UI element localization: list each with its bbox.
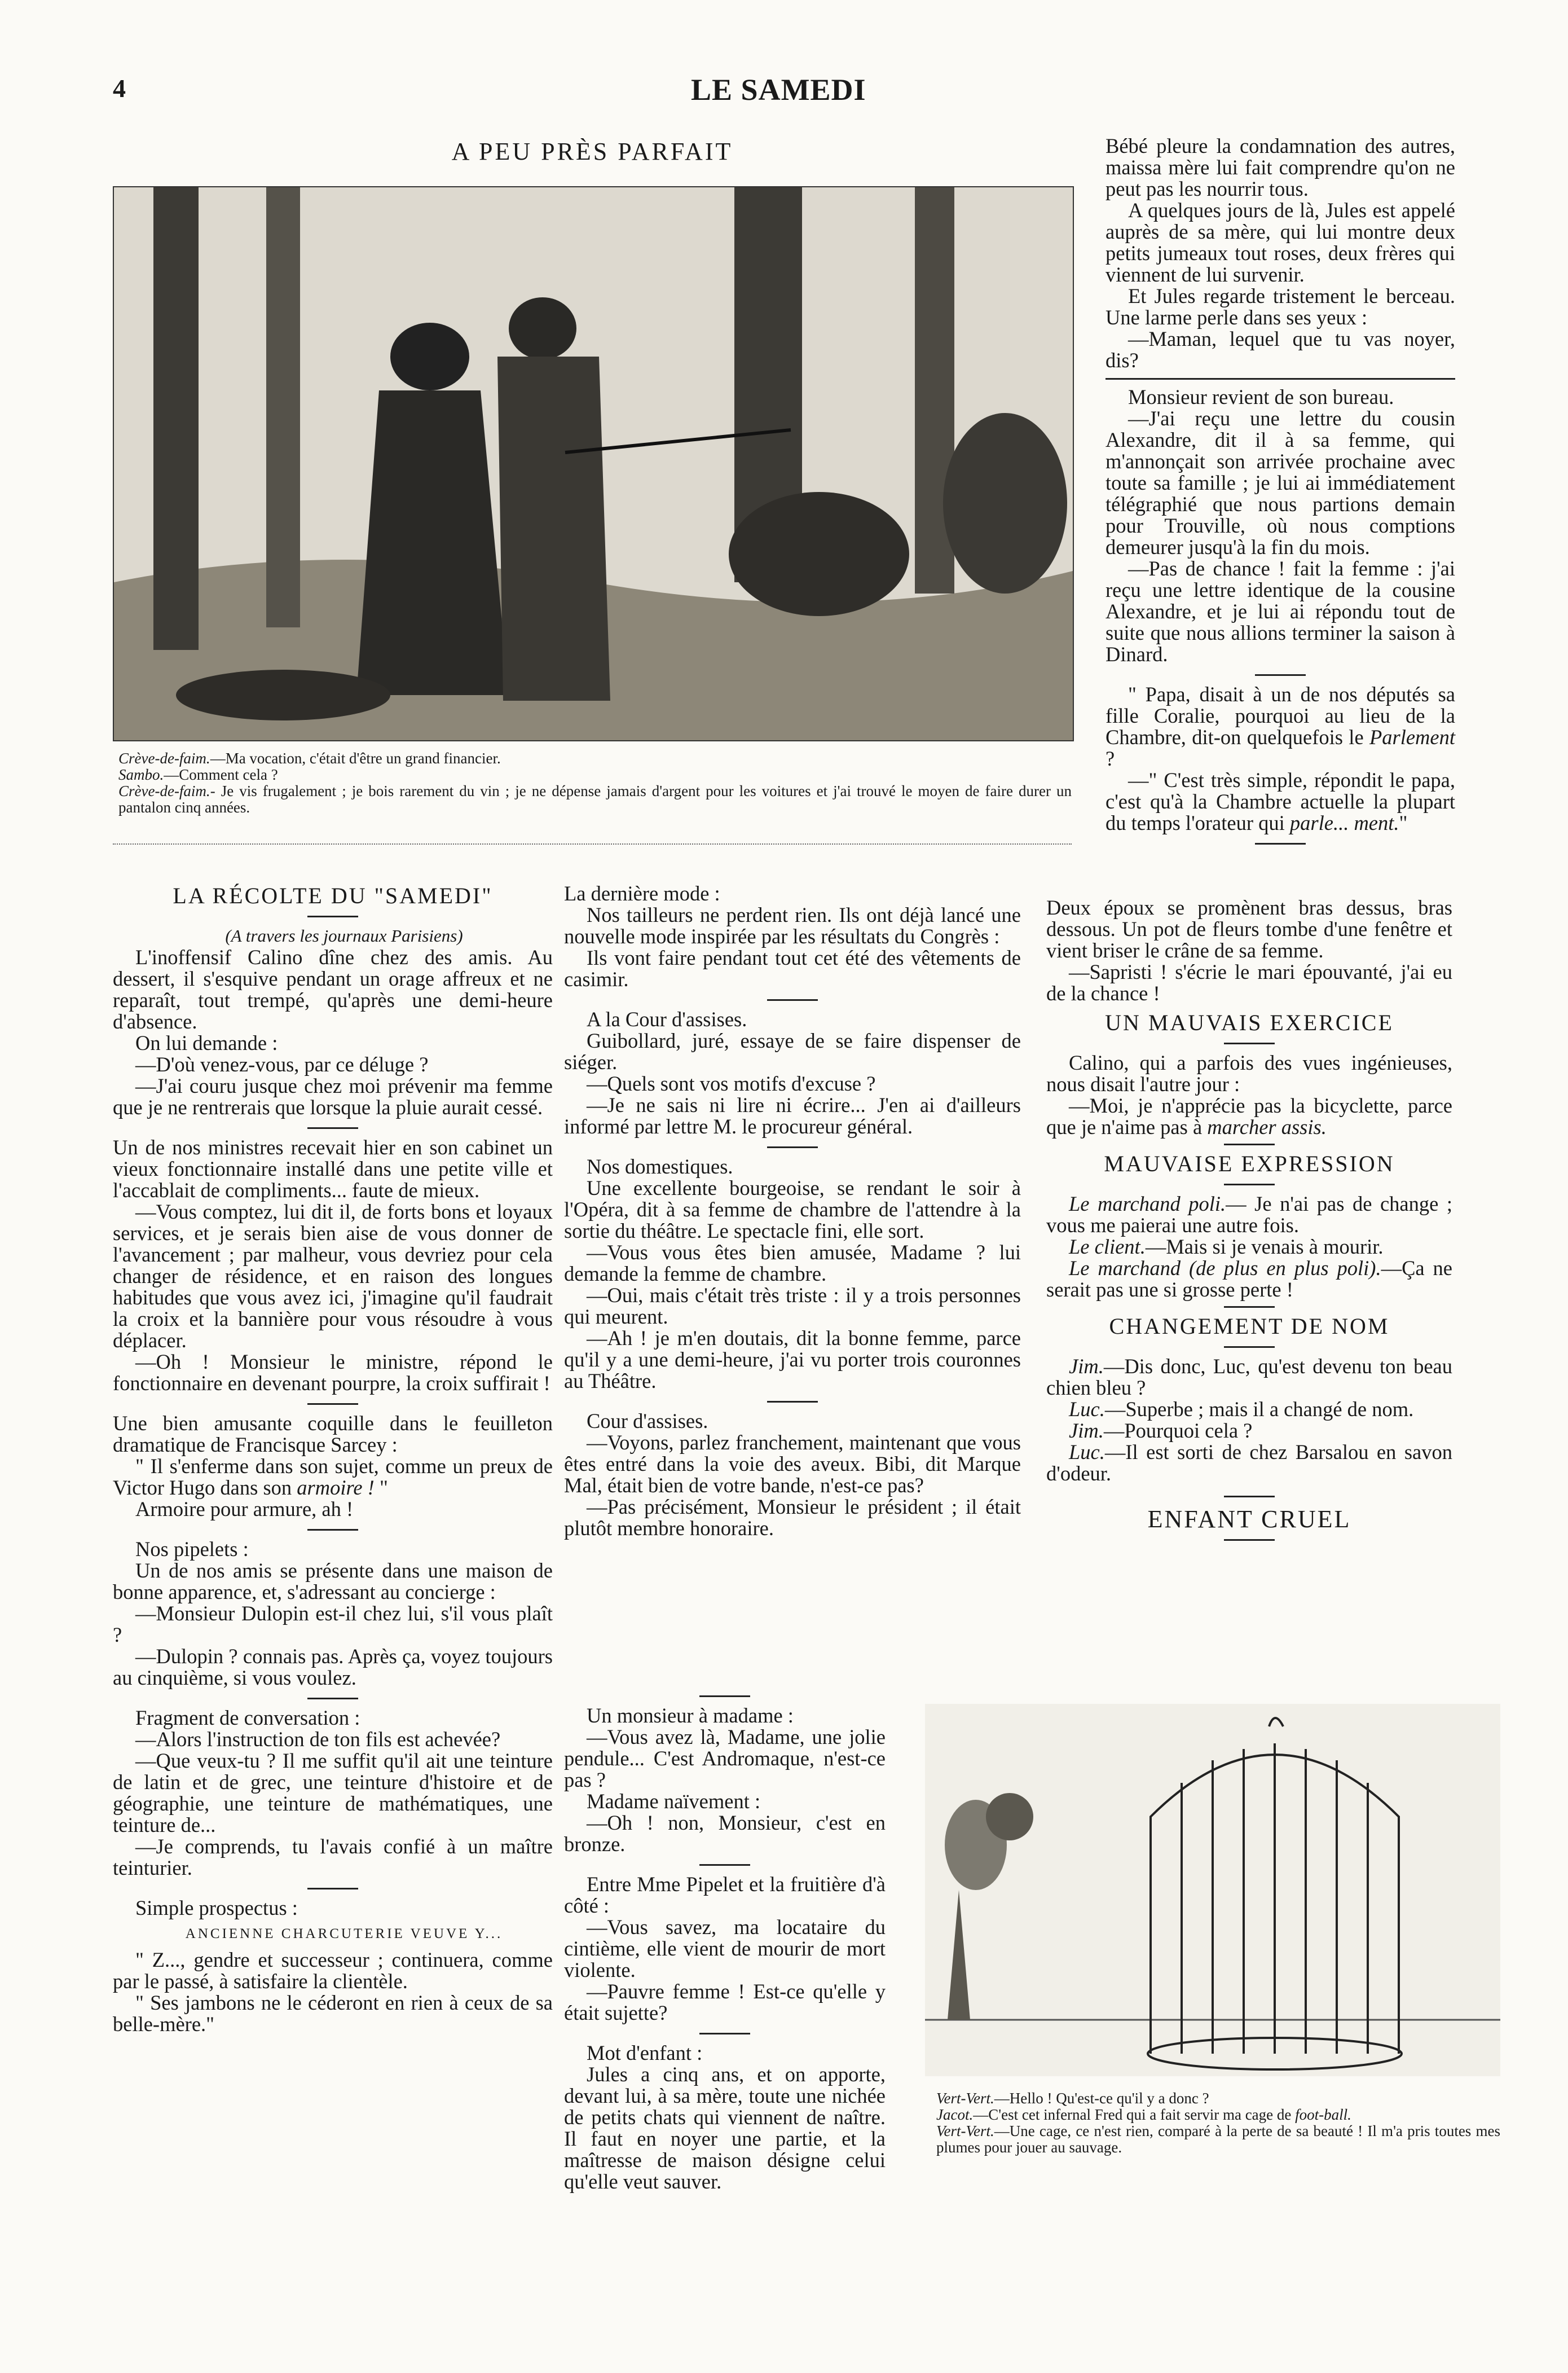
divider — [1255, 843, 1306, 845]
calino-line: On lui demande : — [135, 1031, 278, 1054]
dialogue-line: Jim.—Dis donc, Luc, qu'est devenu ton beau chien bleu ? — [1046, 1355, 1452, 1399]
mauvaise-expression-title: MAUVAISE EXPRESSION — [1104, 1151, 1395, 1176]
expression-line-1: Le marchand poli.— Je n'ai pas de change ; vous me paierai une autre fois. — [1046, 1192, 1452, 1237]
changement-nom-title: CHANGEMENT DE NOM — [1109, 1313, 1390, 1339]
prospectus-line: " Z..., gendre et successeur ; continuera, comme par le passé, à satisfaire la clientèle. — [113, 1948, 553, 1993]
papa-paragraph: " Papa, disait à un de nos députés sa fille Coralie, pourquoi au lieu de la Chambre, dit-on quelquefois le Parlement ? — [1105, 683, 1455, 770]
calino-paragraph: L'inoffensif Calino dîne chez des amis. Au dessert, il s'esquive pendant un orage affreux et ne reparaît, tout trempé, qu'après une demi-heure d'absence. — [113, 946, 553, 1033]
divider — [699, 1695, 750, 1697]
jules-quote: —Maman, lequel que tu vas noyer, dis? — [1105, 327, 1455, 372]
cartoon-divider — [113, 843, 1072, 845]
divider — [307, 1403, 358, 1405]
expression-line-3: Le marchand (de plus en plus poli).—Ça ne serait pas une si grosse perte ! — [1046, 1256, 1453, 1301]
calino-line: —D'où venez-vous, par ce déluge ? — [135, 1053, 429, 1076]
jules-paragraph: A quelques jours de là, Jules est appelé auprès de sa mère, qui lui montre deux petits jumeaux tout roses, deux frères qui viennent de lui survenir. — [1105, 199, 1455, 286]
assises-line: —Je ne sais ni lire ni écrire... J'en ai d'ailleurs informé par lettre M. le procureur général. — [564, 1093, 1021, 1138]
divider — [1255, 674, 1306, 676]
recolte-title: LA RÉCOLTE DU "SAMEDI" — [173, 883, 493, 908]
calino-line: —J'ai couru jusque chez moi prévenir ma femme que je ne rentrerais que lorsque la pluie aurait cessé. — [113, 1074, 553, 1119]
bebe-paragraph: Bébé pleure la condamnation des autres, maissa mère lui fait comprendre qu'on ne peut pas les nourrir tous. — [1105, 134, 1455, 200]
dialogue-line: Jim.—Pourquoi cela ? — [1069, 1419, 1253, 1442]
divider — [767, 1146, 818, 1148]
ministre-paragraph: —Vous comptez, lui dit il, de forts bons et loyaux services, et je serais bien aise de vous donner de l'avancement ; par malheur, vous devriez pour cela changer de résidence, et en raison des longues habitudes que vous avez ici, j'imagine qu'il faudrait la croix et la bannière pour vous résoudre à vous déplacer. — [113, 1200, 553, 1352]
divider — [307, 1127, 358, 1129]
middle-column-lower — [564, 1695, 886, 2192]
divider — [1224, 1184, 1275, 1185]
divider — [699, 1864, 750, 1866]
prospectus-shop: ANCIENNE CHARCUTERIE VEUVE Y... — [185, 1926, 503, 1941]
divider — [307, 1698, 358, 1699]
epoux-reply: —Sapristi ! s'écrie le mari épouvanté, j'ai eu de la chance ! — [1046, 960, 1452, 1005]
domestiques-paragraph: Une excellente bourgeoise, se rendant le soir à l'Opéra, dit à sa femme de chambre de l'attendre à la sortie du théâtre. Le spectacle fini, elle sort. — [564, 1176, 1021, 1242]
ministre-paragraph: Un de nos ministres recevait hier en son cabinet un vieux fonctionnaire installé dans une petite ville et l'accablait de compliments... faute de mieux. — [113, 1136, 553, 1202]
dialogue-line: Luc.—Il est sorti de chez Barsalou en savon d'odeur. — [1046, 1440, 1452, 1485]
assises2-paragraph: Cour d'assises. — [587, 1409, 708, 1432]
divider — [1105, 378, 1455, 380]
pendule-paragraph: Un monsieur à madame : — [587, 1704, 794, 1727]
papa-reply: —" C'est très simple, répondit le papa, c'est qu'à la Chambre actuelle la plupart du temps l'orateur qui parle... ment." — [1105, 768, 1455, 834]
recolte-subtitle: (A travers les journaux Parisiens) — [225, 926, 463, 946]
fruitiere-paragraph: Entre Mme Pipelet et la fruitière d'à côté : — [564, 1873, 886, 1917]
assises2-line: —Pas précisément, Monsieur le président ; il était plutôt membre honoraire. — [564, 1495, 1021, 1540]
parrot-cage-illustration — [925, 1704, 1500, 2076]
fruitiere-line: —Vous savez, ma locataire du cintième, elle vient de mourir de mort violente. — [564, 1915, 886, 1981]
right-column — [1105, 135, 1455, 852]
divider — [1224, 1539, 1275, 1541]
domestiques-paragraph: Nos domestiques. — [587, 1155, 733, 1178]
right-column-lower — [1046, 897, 1452, 1549]
ministre-paragraph: —Oh ! Monsieur le ministre, répond le fonctionnaire en devenant pourpre, la croix suffirait ! — [113, 1350, 553, 1395]
fragment-line: —Alors l'instruction de ton fils est achevée? — [135, 1728, 501, 1751]
mot-enfant-paragraph: Mot d'enfant : — [587, 2041, 703, 2064]
coquille-line: Armoire pour armure, ah ! — [135, 1497, 354, 1521]
divider — [767, 1401, 818, 1403]
prospectus-paragraph: Simple prospectus : — [135, 1896, 298, 1919]
fragment-paragraph: Fragment de conversation : — [135, 1706, 360, 1729]
prospectus-line: " Ses jambons ne le céderont en rien à ceux de sa belle-mère." — [113, 1991, 553, 2036]
jules-paragraph-2: Et Jules regarde tristement le berceau. Une larme perle dans ses yeux : — [1105, 284, 1455, 329]
divider — [1224, 1043, 1275, 1044]
mauvais-exercice-quote: —Moi, je n'apprécie pas la bicyclette, parce que je n'aime pas à marcher assis. — [1046, 1094, 1452, 1139]
domestiques-line: —Ah ! je m'en doutais, dit la bonne femme, parce qu'il y a une demi-heure, j'ai vu porter trois couronnes au Théâtre. — [564, 1326, 1021, 1392]
fragment-line: —Je comprends, tu l'avais confié à un maître teinturier. — [113, 1835, 553, 1879]
page-number: 4 — [113, 74, 126, 103]
assises-line: —Quels sont vos motifs d'excuse ? — [587, 1072, 876, 1095]
cartoon-caption: Crève-de-faim.—Ma vocation, c'était d'être un grand financier. Sambo.—Comment cela ? Crève-de-faim.- Je vis frugalement ; je bois rarement du vin ; je ne dépense jamais d'argent pour les voitures et j'ai trouvé le moyen de faire durer un pantalon cinq années. — [118, 750, 1072, 816]
mode-paragraph: La dernière mode : — [564, 882, 720, 905]
pendule-line: —Oh ! non, Monsieur, c'est en bronze. — [564, 1811, 886, 1856]
pendule-line: Madame naïvement : — [587, 1790, 761, 1813]
pipelets-paragraph: Un de nos amis se présente dans une maison de bonne apparence, et, s'adressant au concierge : — [113, 1559, 553, 1603]
pipelets-line: —Monsieur Dulopin est-il chez lui, s'il vous plaît ? — [113, 1602, 553, 1646]
pendule-line: —Vous avez là, Madame, une jolie pendule... C'est Andromaque, n'est-ce pas ? — [564, 1725, 886, 1791]
left-column — [113, 877, 553, 2035]
divider — [1224, 1144, 1275, 1145]
pipelets-paragraph: Nos pipelets : — [135, 1537, 249, 1561]
divider — [307, 916, 358, 917]
fragment-line: —Que veux-tu ? Il me suffit qu'il ait une teinture de latin et de grec, une teinture d'histoire et de géographie, une teinture de mathématiques, une teinture de... — [113, 1749, 553, 1836]
epoux-paragraph: Deux époux se promènent bras dessus, bras dessous. Un pot de fleurs tombe d'une fenêtre et vient briser le crâne de sa femme. — [1046, 896, 1452, 962]
divider — [1224, 1306, 1275, 1308]
enfant-cruel-title: ENFANT CRUEL — [1147, 1505, 1351, 1533]
fruitiere-line: —Pauvre femme ! Est-ce qu'elle y était sujette? — [564, 1980, 886, 2024]
domestiques-line: —Oui, mais c'était très triste : il y a trois personnes qui meurent. — [564, 1284, 1021, 1328]
divider — [1224, 1346, 1275, 1348]
journal-title: LE SAMEDI — [691, 73, 866, 107]
divider — [307, 1529, 358, 1531]
pipelets-line: —Dulopin ? connais pas. Après ça, voyez toujours au cinquième, si vous voulez. — [113, 1645, 553, 1689]
divider — [1224, 1496, 1275, 1497]
coquille-quote: " Il s'enferme dans son sujet, comme un preux de Victor Hugo dans son armoire ! " — [113, 1454, 553, 1499]
mode-paragraph: Nos tailleurs ne perdent rien. Ils ont déjà lancé une nouvelle mode inspirée par les résultats du Congrès : — [564, 903, 1021, 948]
assises2-line: —Voyons, parlez franchement, maintenant que vous êtes entré dans la voie des aveux. Bibi, dit Marque Mal, était bien de votre bande, n'est-ce pas? — [564, 1431, 1021, 1497]
dialogue-line: Luc.—Superbe ; mais il a changé de nom. — [1069, 1398, 1414, 1421]
forest-cartoon-illustration — [113, 186, 1074, 741]
divider — [699, 2033, 750, 2034]
divider — [307, 1888, 358, 1889]
parrot-caption: Vert-Vert.—Hello ! Qu'est-ce qu'il y a donc ? Jacot.—C'est cet infernal Fred qui a fait servir ma cage de foot-ball. Vert-Vert.—Une cage, ce n'est rien, comparé à la perte de sa beauté ! Il m'a pris toutes mes plumes pour jouer au sauvage. — [936, 2090, 1500, 2156]
monsieur-reply: —Pas de chance ! fait la femme : j'ai reçu une lettre identique de la cousine Alexandre, et je lui ai répondu tout de suite que nous allions terminer la saison à Dinard. — [1105, 557, 1455, 666]
assises-paragraph: Guibollard, juré, essaye de se faire dispenser de siéger. — [564, 1029, 1021, 1074]
cartoon-title: A PEU PRÈS PARFAIT — [451, 138, 733, 165]
divider — [767, 999, 818, 1001]
middle-column — [564, 883, 1021, 1539]
mode-paragraph: Ils vont faire pendant tout cet été des vêtements de casimir. — [564, 946, 1021, 991]
expression-line-2: Le client.—Mais si je venais à mourir. — [1069, 1235, 1384, 1258]
mot-enfant-paragraph: Jules a cinq ans, et on apporte, devant lui, à sa mère, toute une nichée de petits chats qui viennent de naître. Il faut en noyer une partie, et la maîtresse de maison désigne celui qu'elle veut sauver. — [564, 2063, 886, 2193]
monsieur-intro: Monsieur revient de son bureau. — [1128, 385, 1394, 408]
mauvais-exercice-title: UN MAUVAIS EXERCICE — [1105, 1010, 1394, 1035]
assises-paragraph: A la Cour d'assises. — [587, 1008, 747, 1031]
domestiques-line: —Vous vous êtes bien amusée, Madame ? lui demande la femme de chambre. — [564, 1241, 1021, 1285]
monsieur-paragraph: —J'ai reçu une lettre du cousin Alexandre, dit il à sa femme, qui m'annonçait son arrivée prochaine avec toute sa famille ; je lui ai immédiatement télégraphié que nous partions demain pour Trouville, où nous comptions demeurer jusqu'à la fin du mois. — [1105, 407, 1455, 559]
coquille-paragraph: Une bien amusante coquille dans le feuilleton dramatique de Francisque Sarcey : — [113, 1412, 553, 1456]
mauvais-exercice-intro: Calino, qui a parfois des vues ingénieuses, nous disait l'autre jour : — [1046, 1051, 1452, 1096]
